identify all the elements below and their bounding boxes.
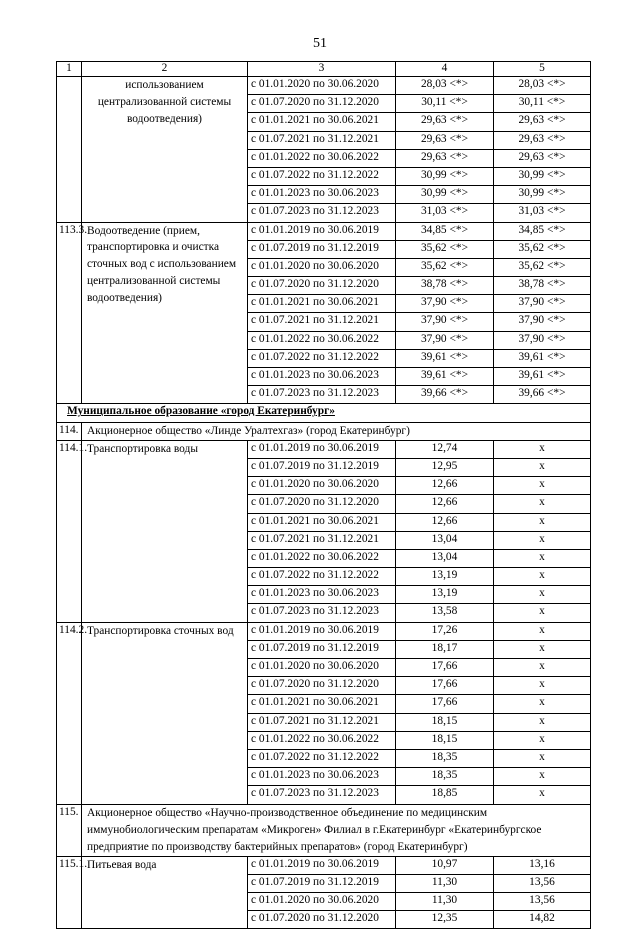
tariff-vat-value-cell: x — [494, 531, 591, 549]
tariff-vat-value-cell: 39,61 <*> — [494, 368, 591, 386]
service-name: использованием централизованной системы водоотведения) — [82, 77, 248, 223]
tariff-value-cell: 13,04 — [396, 549, 494, 567]
tariff-value-cell: 18,35 — [396, 749, 494, 767]
tariff-value-cell: 35,62 <*> — [396, 258, 494, 276]
period-cell: с 01.01.2020 по 30.06.2020 — [248, 477, 396, 495]
tariff-value-cell: 39,61 <*> — [396, 368, 494, 386]
tariff-value-cell: 12,66 — [396, 477, 494, 495]
item-number: 115. — [57, 804, 82, 856]
tariff-value-cell: 31,03 <*> — [396, 204, 494, 222]
item-number — [57, 77, 82, 223]
tariff-value-cell: 12,66 — [396, 495, 494, 513]
column-number: 1 — [57, 62, 82, 77]
tariff-vat-value-cell: 30,11 <*> — [494, 95, 591, 113]
organization-row — [57, 422, 591, 440]
tariff-value-cell: 11,30 — [396, 892, 494, 910]
tariff-vat-value-cell: x — [494, 786, 591, 804]
tariff-value-cell: 30,99 <*> — [396, 167, 494, 185]
period-cell: с 01.01.2022 по 30.06.2022 — [248, 331, 396, 349]
tariff-value-cell: 18,17 — [396, 640, 494, 658]
tariff-vat-value-cell: 35,62 <*> — [494, 258, 591, 276]
tariff-vat-value-cell: x — [494, 440, 591, 458]
tariff-value-cell: 17,66 — [396, 677, 494, 695]
column-number: 5 — [494, 62, 591, 77]
period-cell: с 01.07.2022 по 31.12.2022 — [248, 749, 396, 767]
period-cell: с 01.01.2019 по 30.06.2019 — [248, 222, 396, 240]
tariff-vat-value-cell: 39,61 <*> — [494, 349, 591, 367]
tariff-value-cell: 29,63 <*> — [396, 113, 494, 131]
period-cell: с 01.07.2019 по 31.12.2019 — [248, 458, 396, 476]
period-cell: с 01.07.2020 по 31.12.2020 — [248, 911, 396, 929]
period-cell: с 01.07.2019 по 31.12.2019 — [248, 640, 396, 658]
service-name: Водоотведение (прием, транспортировка и очистка сточных вод с использованием централизованной системы водоотведения) — [82, 222, 248, 404]
period-cell: с 01.01.2021 по 30.06.2021 — [248, 113, 396, 131]
tariff-vat-value-cell: x — [494, 640, 591, 658]
period-cell: с 01.07.2020 по 31.12.2020 — [248, 277, 396, 295]
period-cell: с 01.07.2022 по 31.12.2022 — [248, 568, 396, 586]
tariff-vat-value-cell: x — [494, 477, 591, 495]
period-cell: с 01.01.2019 по 30.06.2019 — [248, 440, 396, 458]
tariff-vat-value-cell: x — [494, 713, 591, 731]
tariff-table-body — [57, 62, 591, 929]
tariff-vat-value-cell: x — [494, 731, 591, 749]
table-row — [57, 440, 591, 458]
period-cell: с 01.01.2023 по 30.06.2023 — [248, 368, 396, 386]
tariff-value-cell: 18,15 — [396, 713, 494, 731]
period-cell: с 01.01.2019 по 30.06.2019 — [248, 622, 396, 640]
tariff-value-cell: 29,63 <*> — [396, 131, 494, 149]
period-cell: с 01.01.2020 по 30.06.2020 — [248, 77, 396, 95]
tariff-vat-value-cell: 37,90 <*> — [494, 313, 591, 331]
tariff-vat-value-cell: x — [494, 622, 591, 640]
tariff-value-cell: 13,19 — [396, 568, 494, 586]
item-number: 115.1. — [57, 856, 82, 929]
organization-row — [57, 804, 591, 856]
period-cell: с 01.07.2021 по 31.12.2021 — [248, 313, 396, 331]
column-number: 2 — [82, 62, 248, 77]
tariff-vat-value-cell: 37,90 <*> — [494, 295, 591, 313]
tariff-value-cell: 10,97 — [396, 856, 494, 874]
tariff-value-cell: 38,78 <*> — [396, 277, 494, 295]
tariff-vat-value-cell: 29,63 <*> — [494, 113, 591, 131]
tariff-value-cell: 17,66 — [396, 695, 494, 713]
tariff-value-cell: 18,35 — [396, 768, 494, 786]
tariff-value-cell: 13,19 — [396, 586, 494, 604]
tariff-vat-value-cell: x — [494, 659, 591, 677]
tariff-vat-value-cell: x — [494, 549, 591, 567]
period-cell: с 01.07.2023 по 31.12.2023 — [248, 386, 396, 404]
municipality-row — [57, 404, 591, 422]
period-cell: с 01.07.2021 по 31.12.2021 — [248, 531, 396, 549]
tariff-vat-value-cell: 13,56 — [494, 892, 591, 910]
tariff-value-cell: 11,30 — [396, 874, 494, 892]
municipality-heading: Муниципальное образование «город Екатеринбург» — [57, 404, 591, 422]
period-cell: с 01.01.2022 по 30.06.2022 — [248, 549, 396, 567]
organization-name: Акционерное общество «Научно-производственное объединение по медицинским иммунобиологическим препаратам «Микроген» Филиал в г.Екатеринбург «Екатеринбургское предприятие по производству бактерийных препаратов» (город Екатеринбург) — [82, 804, 591, 856]
column-number-row — [57, 62, 591, 77]
tariff-vat-value-cell: x — [494, 458, 591, 476]
service-name: Транспортировка сточных вод — [82, 622, 248, 804]
tariff-vat-value-cell: 13,16 — [494, 856, 591, 874]
table-row — [57, 622, 591, 640]
tariff-value-cell: 12,74 — [396, 440, 494, 458]
tariff-vat-value-cell: 30,99 <*> — [494, 186, 591, 204]
tariff-value-cell: 34,85 <*> — [396, 222, 494, 240]
tariff-value-cell: 39,66 <*> — [396, 386, 494, 404]
tariff-vat-value-cell: 34,85 <*> — [494, 222, 591, 240]
column-number: 4 — [396, 62, 494, 77]
tariff-vat-value-cell: 28,03 <*> — [494, 77, 591, 95]
column-number: 3 — [248, 62, 396, 77]
period-cell: с 01.01.2020 по 30.06.2020 — [248, 659, 396, 677]
item-number: 113.3. — [57, 222, 82, 404]
service-name: Питьевая вода — [82, 856, 248, 929]
tariff-vat-value-cell: x — [494, 513, 591, 531]
tariff-value-cell: 18,15 — [396, 731, 494, 749]
table-row — [57, 77, 591, 95]
tariff-vat-value-cell: 31,03 <*> — [494, 204, 591, 222]
period-cell: с 01.07.2020 по 31.12.2020 — [248, 95, 396, 113]
period-cell: с 01.07.2020 по 31.12.2020 — [248, 495, 396, 513]
period-cell: с 01.07.2023 по 31.12.2023 — [248, 604, 396, 622]
tariff-value-cell: 13,58 — [396, 604, 494, 622]
item-number: 114.2. — [57, 622, 82, 804]
period-cell: с 01.01.2022 по 30.06.2022 — [248, 149, 396, 167]
item-number: 114. — [57, 422, 82, 440]
tariff-table — [56, 61, 591, 929]
period-cell: с 01.07.2022 по 31.12.2022 — [248, 349, 396, 367]
period-cell: с 01.07.2021 по 31.12.2021 — [248, 713, 396, 731]
period-cell: с 01.07.2019 по 31.12.2019 — [248, 874, 396, 892]
tariff-vat-value-cell: 13,56 — [494, 874, 591, 892]
period-cell: с 01.01.2019 по 30.06.2019 — [248, 856, 396, 874]
tariff-value-cell: 18,85 — [396, 786, 494, 804]
page-number: 51 — [313, 36, 327, 51]
tariff-vat-value-cell: x — [494, 677, 591, 695]
tariff-value-cell: 29,63 <*> — [396, 149, 494, 167]
tariff-vat-value-cell: 29,63 <*> — [494, 149, 591, 167]
tariff-value-cell: 39,61 <*> — [396, 349, 494, 367]
tariff-value-cell: 30,99 <*> — [396, 186, 494, 204]
item-number: 114.1. — [57, 440, 82, 622]
tariff-value-cell: 12,35 — [396, 911, 494, 929]
tariff-vat-value-cell: 30,99 <*> — [494, 167, 591, 185]
period-cell: с 01.01.2021 по 30.06.2021 — [248, 295, 396, 313]
tariff-vat-value-cell: x — [494, 695, 591, 713]
tariff-value-cell: 12,95 — [396, 458, 494, 476]
tariff-value-cell: 37,90 <*> — [396, 331, 494, 349]
tariff-value-cell: 12,66 — [396, 513, 494, 531]
period-cell: с 01.07.2021 по 31.12.2021 — [248, 131, 396, 149]
tariff-vat-value-cell: 37,90 <*> — [494, 331, 591, 349]
tariff-value-cell: 37,90 <*> — [396, 295, 494, 313]
tariff-vat-value-cell: 29,63 <*> — [494, 131, 591, 149]
tariff-value-cell: 37,90 <*> — [396, 313, 494, 331]
period-cell: с 01.01.2022 по 30.06.2022 — [248, 731, 396, 749]
tariff-vat-value-cell: x — [494, 768, 591, 786]
period-cell: с 01.07.2022 по 31.12.2022 — [248, 167, 396, 185]
period-cell: с 01.01.2020 по 30.06.2020 — [248, 892, 396, 910]
tariff-vat-value-cell: x — [494, 568, 591, 586]
tariff-vat-value-cell: x — [494, 495, 591, 513]
organization-name: Акционерное общество «Линде Уралтехгаз» (город Екатеринбург) — [82, 422, 591, 440]
period-cell: с 01.01.2020 по 30.06.2020 — [248, 258, 396, 276]
period-cell: с 01.01.2023 по 30.06.2023 — [248, 586, 396, 604]
period-cell: с 01.07.2023 по 31.12.2023 — [248, 204, 396, 222]
tariff-vat-value-cell: x — [494, 749, 591, 767]
tariff-vat-value-cell: 14,82 — [494, 911, 591, 929]
period-cell: с 01.01.2021 по 30.06.2021 — [248, 695, 396, 713]
service-name: Транспортировка воды — [82, 440, 248, 622]
period-cell: с 01.07.2023 по 31.12.2023 — [248, 786, 396, 804]
tariff-value-cell: 17,66 — [396, 659, 494, 677]
period-cell: с 01.07.2019 по 31.12.2019 — [248, 240, 396, 258]
tariff-value-cell: 30,11 <*> — [396, 95, 494, 113]
tariff-value-cell: 17,26 — [396, 622, 494, 640]
tariff-value-cell: 13,04 — [396, 531, 494, 549]
table-row — [57, 856, 591, 874]
tariff-value-cell: 35,62 <*> — [396, 240, 494, 258]
tariff-vat-value-cell: 38,78 <*> — [494, 277, 591, 295]
period-cell: с 01.07.2020 по 31.12.2020 — [248, 677, 396, 695]
period-cell: с 01.01.2023 по 30.06.2023 — [248, 768, 396, 786]
tariff-vat-value-cell: x — [494, 604, 591, 622]
tariff-value-cell: 28,03 <*> — [396, 77, 494, 95]
tariff-vat-value-cell: x — [494, 586, 591, 604]
period-cell: с 01.01.2021 по 30.06.2021 — [248, 513, 396, 531]
tariff-vat-value-cell: 39,66 <*> — [494, 386, 591, 404]
tariff-vat-value-cell: 35,62 <*> — [494, 240, 591, 258]
period-cell: с 01.01.2023 по 30.06.2023 — [248, 186, 396, 204]
table-row — [57, 222, 591, 240]
